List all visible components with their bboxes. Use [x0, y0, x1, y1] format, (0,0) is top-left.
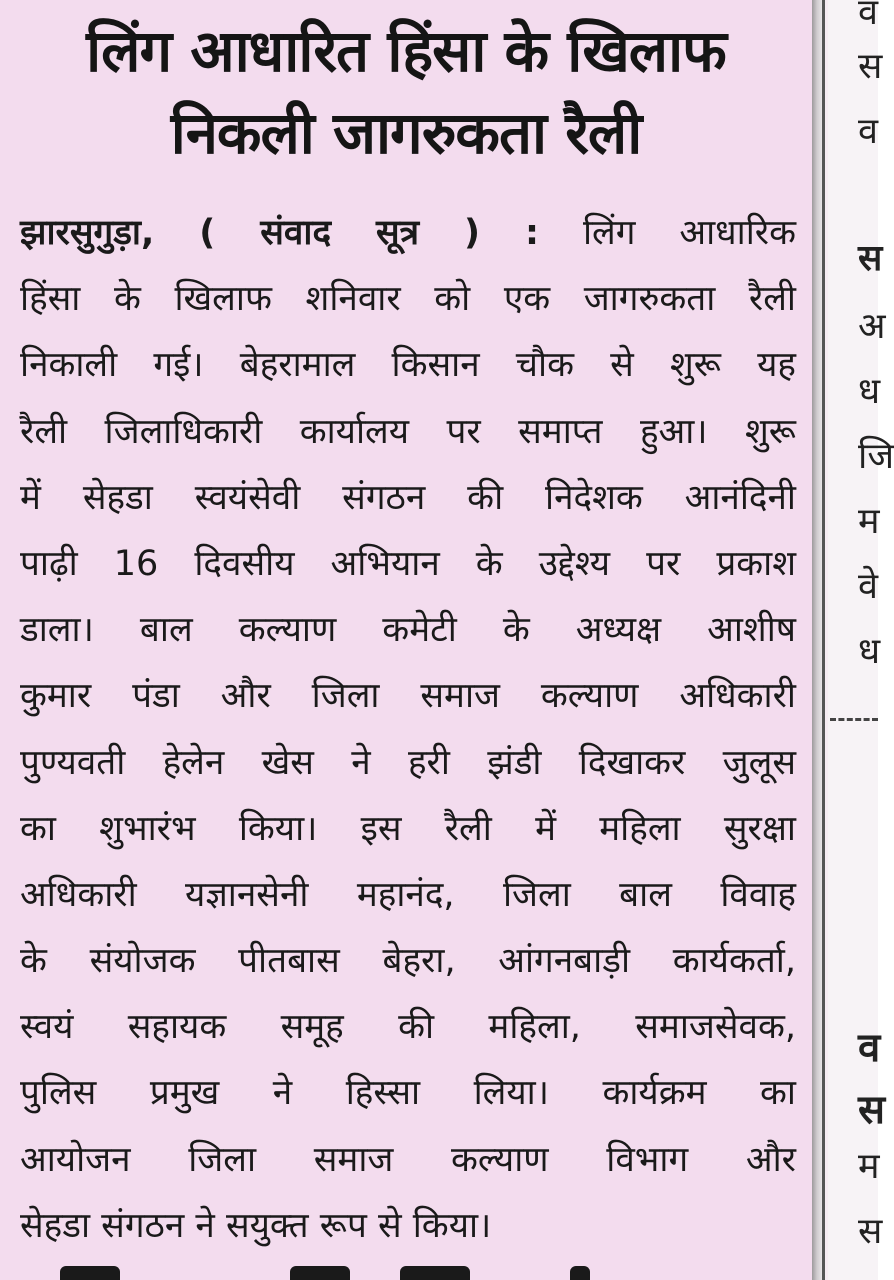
adjacent-column — [828, 0, 894, 1280]
adjacent-fragment: ध — [858, 631, 881, 672]
body-line: हिंसा के खिलाफ शनिवार को एक जागरुकता रैली — [20, 279, 796, 320]
body-line: आयोजन जिला समाज कल्याण विभाग और — [20, 1139, 796, 1180]
page-fold-shadow — [812, 0, 822, 1280]
body-line: के संयोजक पीतबास बेहरा, आंगनबाड़ी कार्यकर्ता, — [20, 941, 796, 982]
body-line: अधिकारी यज्ञानसेनी महानंद, जिला बाल विवाह — [20, 874, 796, 915]
body-line: स्वयं सहायक समूह की महिला, समाजसेवक, — [20, 1007, 796, 1048]
body-line: पाढ़ी 16 दिवसीय अभियान के उद्देश्य पर प्रकाश — [20, 543, 796, 584]
body-line — [20, 200, 796, 266]
body-line: में सेहडा स्वयंसेवी संगठन की निदेशक आनंदिनी — [20, 477, 796, 518]
body-line: का शुभारंभ किया। इस रैली में महिला सुरक्षा — [20, 808, 796, 849]
headline-line-1: लिंग आधारित हिंसा के खिलाफ — [86, 17, 726, 85]
adjacent-fragment: अ — [858, 306, 886, 347]
adjacent-fragment: स — [858, 1211, 883, 1252]
body-line-text: लिंग आधारिक — [582, 213, 796, 253]
article-body — [20, 200, 796, 1259]
body-line: रैली जिलाधिकारी कार्यालय पर समाप्त हुआ। शुरू — [20, 411, 796, 452]
adjacent-fragment: व — [858, 1025, 881, 1071]
adjacent-fragment: जि — [858, 436, 894, 477]
body-line: कुमार पंडा और जिला समाज कल्याण अधिकारी — [20, 676, 796, 717]
body-line: सेहडा संगठन ने सयुक्त रूप से किया। — [20, 1205, 492, 1246]
body-line: पुण्यवती हेलेन खेस ने हरी झंडी दिखाकर जुलूस — [20, 742, 796, 783]
adjacent-fragment: म — [858, 1146, 880, 1187]
adjacent-fragment: म — [858, 501, 880, 542]
body-line: निकाली गई। बेहरामाल किसान चौक से शुरू यह — [20, 345, 796, 386]
adjacent-fragment: स — [858, 238, 883, 279]
adjacent-fragment: व — [858, 0, 879, 33]
dashed-separator — [830, 718, 878, 721]
body-line: डाला। बाल कल्याण कमेटी के अध्यक्ष आशीष — [20, 610, 796, 651]
adjacent-fragment: वे — [858, 566, 879, 607]
column-rule — [822, 0, 825, 1280]
headline-line-2: निकली जागरुकता रैली — [170, 99, 642, 167]
body-line: पुलिस प्रमुख ने हिस्सा लिया। कार्यक्रम का — [20, 1073, 796, 1114]
adjacent-fragment: ध — [858, 371, 881, 412]
article-dateline: झारसुगुड़ा, ( संवाद सूत्र ) : — [20, 213, 539, 253]
cut-off-text-line — [60, 1258, 760, 1280]
adjacent-fragment: व — [858, 111, 879, 152]
adjacent-fragment: स — [858, 46, 883, 87]
adjacent-fragment: स — [858, 1087, 886, 1133]
article-headline — [0, 10, 812, 174]
